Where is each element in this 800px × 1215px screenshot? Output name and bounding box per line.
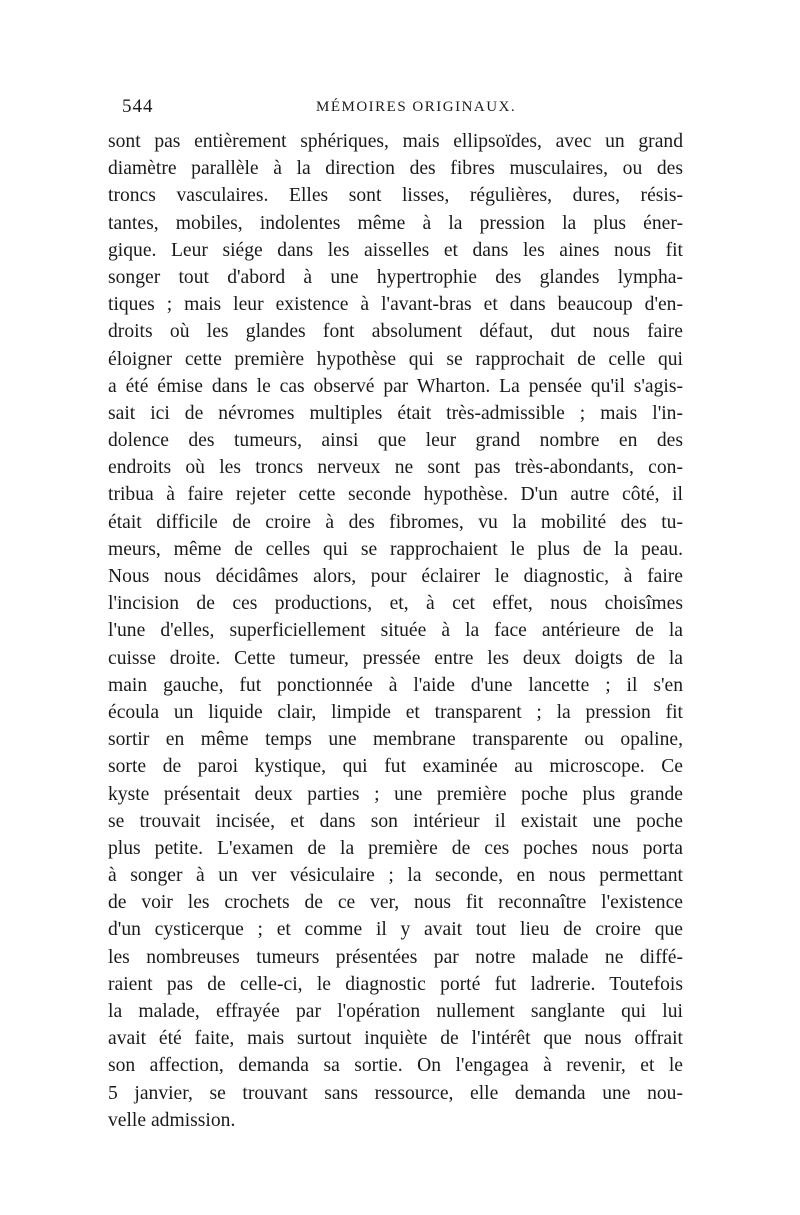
text-line: meurs, même de celles qui se rapprochaient le plus de la peau. (108, 538, 683, 560)
text-line: sorte de paroi kystique, qui fut examinée au microscope. Ce (108, 756, 683, 778)
text-line: gique. Leur siége dans les aisselles et dans les aines nous fit (108, 239, 683, 261)
text-line: éloigner cette première hypothèse qui se rapprochait de celle qui (108, 348, 683, 370)
text-line: velle admission. (108, 1109, 236, 1131)
text-line: avait été faite, mais surtout inquiète de l'intérêt que nous offrait (108, 1028, 683, 1050)
text-line: l'une d'elles, superficiellement située à la face antérieure de la (108, 620, 683, 642)
text-line: se trouvait incisée, et dans son intérieur il existait une poche (108, 810, 683, 832)
text-line: sortir en même temps une membrane transparente ou opaline, (108, 729, 683, 751)
text-line: plus petite. L'examen de la première de ces poches nous porta (108, 837, 683, 859)
text-line: diamètre parallèle à la direction des fibres musculaires, ou des (108, 158, 683, 180)
text-line: son affection, demanda sa sortie. On l'engagea à revenir, et le (108, 1055, 683, 1077)
text-line: Nous nous décidâmes alors, pour éclairer le diagnostic, à faire (108, 566, 683, 587)
text-line: main gauche, fut ponctionnée à l'aide d'une lancette ; il s'en (108, 674, 683, 696)
text-line: écoula un liquide clair, limpide et transparent ; la pression fit (108, 701, 683, 723)
text-line: d'un cysticerque ; et comme il y avait tout lieu de croire que (108, 919, 683, 941)
text-line: sait ici de névromes multiples était très-admissible ; mais l'in- (108, 402, 683, 424)
text-line: tiques ; mais leur existence à l'avant-bras et dans beaucoup d'en- (108, 294, 683, 316)
text-line: de voir les crochets de ce ver, nous fit reconnaître l'existence (108, 892, 683, 914)
text-line: kyste présentait deux parties ; une première poche plus grande (108, 783, 683, 805)
page-header (122, 96, 682, 120)
text-line: tantes, mobiles, indolentes même à la pression la plus éner- (108, 212, 683, 234)
text-line: 5 janvier, se trouvant sans ressource, elle demanda une nou- (108, 1082, 683, 1104)
text-line: était difficile de croire à des fibromes, vu la mobilité des tu- (108, 511, 683, 533)
text-line: tribua à faire rejeter cette seconde hypothèse. D'un autre côté, il (108, 484, 683, 506)
text-line: endroits où les troncs nerveux ne sont pas très-abondants, con- (108, 457, 683, 479)
text-line: droits où les glandes font absolument défaut, dut nous faire (108, 321, 683, 343)
text-line: à songer à un ver vésiculaire ; la seconde, en nous permettant (108, 865, 683, 887)
text-line: les nombreuses tumeurs présentées par notre malade ne diffé- (108, 946, 683, 968)
text-line: a été émise dans le cas observé par Wharton. La pensée qu'il s'agis- (108, 375, 683, 397)
running-title: MÉMOIRES ORIGINAUX. (316, 99, 517, 115)
page-number: 544 (122, 96, 154, 117)
text-line: cuisse droite. Cette tumeur, pressée entre les deux doigts de la (108, 647, 683, 669)
text-line: dolence des tumeurs, ainsi que leur grand nombre en des (108, 430, 683, 452)
text-line: l'incision de ces productions, et, à cet effet, nous choisîmes (108, 593, 683, 615)
text-line: troncs vasculaires. Elles sont lisses, régulières, dures, résis- (108, 185, 683, 207)
text-line: songer tout d'abord à une hypertrophie des glandes lympha- (108, 266, 683, 288)
body-paragraph (108, 128, 683, 1134)
text-line: sont pas entièrement sphériques, mais ellipsoïdes, avec un grand (108, 131, 683, 152)
text-line: raient pas de celle-ci, le diagnostic porté fut ladrerie. Toutefois (108, 973, 683, 995)
text-line: la malade, effrayée par l'opération nullement sanglante qui lui (108, 1001, 683, 1022)
